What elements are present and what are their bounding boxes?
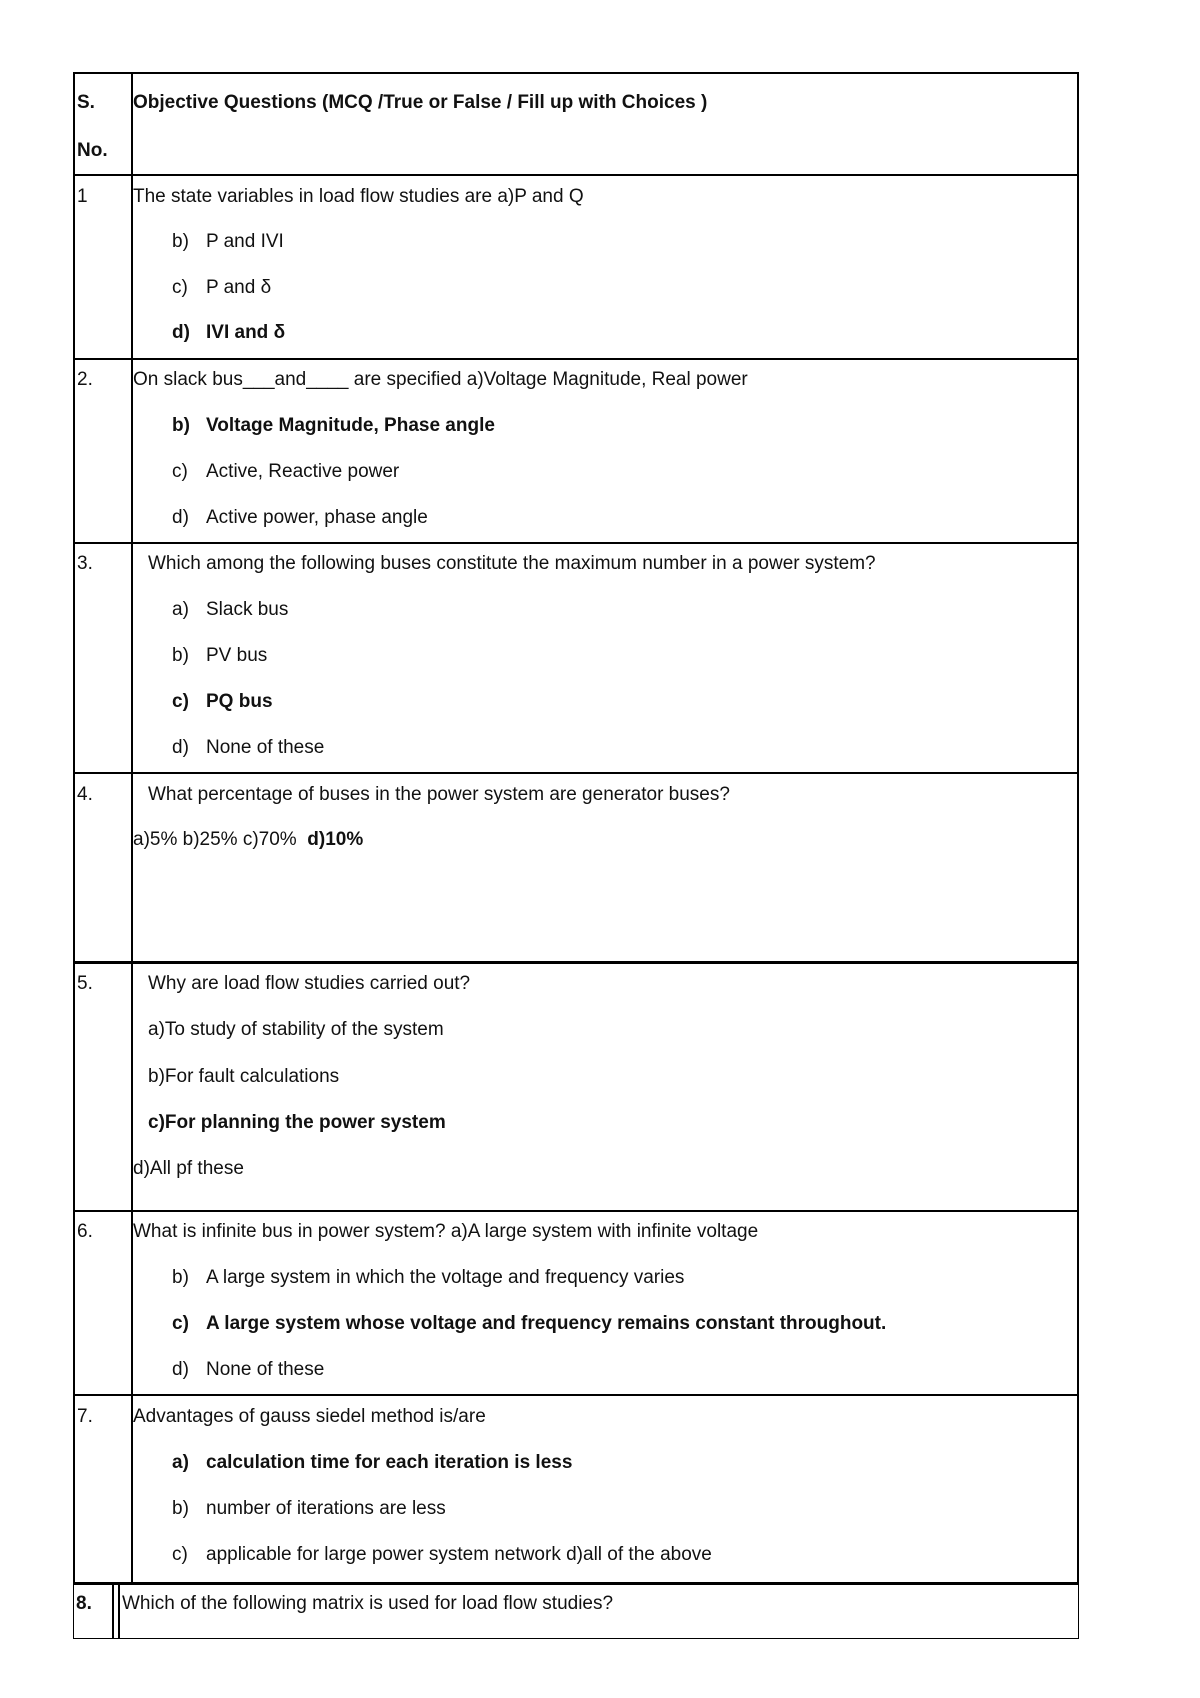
choice-d-correct: d)10%: [307, 829, 364, 850]
question-row-7: [73, 1394, 1079, 1584]
question-number: 6.: [77, 1221, 93, 1242]
option-label: d): [172, 737, 189, 758]
option-text: A large system whose voltage and frequency remains constant throughout.: [206, 1313, 887, 1334]
choices-line: [133, 829, 363, 851]
option-label: c): [172, 1313, 189, 1334]
table-header-row: [73, 72, 1079, 176]
question-row-6: [73, 1210, 1079, 1396]
option-text: None of these: [206, 737, 325, 758]
option-text: number of iterations are less: [206, 1498, 446, 1519]
option-label: d): [172, 507, 189, 528]
option-text: Voltage Magnitude, Phase angle: [206, 415, 495, 436]
option-d: d)All pf these: [133, 1158, 244, 1179]
question-stem: Advantages of gauss siedel method is/are: [133, 1406, 486, 1427]
option-text: applicable for large power system network d)all of the above: [206, 1544, 712, 1565]
option-label: d): [172, 322, 190, 343]
question-stem: What is infinite bus in power system? a)A large system with infinite voltage: [133, 1221, 759, 1242]
option-label: d): [172, 1359, 189, 1380]
option-b: b)For fault calculations: [148, 1066, 340, 1087]
question-row-3: [73, 542, 1079, 774]
choices-a-c: a)5% b)25% c)70%: [133, 829, 297, 850]
question-row-2: [73, 358, 1079, 544]
question-row-1: [73, 174, 1079, 360]
option-a: a)To study of stability of the system: [148, 1019, 444, 1040]
question-number: 7.: [77, 1406, 93, 1427]
column-divider: [131, 544, 133, 772]
sno-header-line2: No.: [77, 140, 108, 161]
question-number: 2.: [77, 369, 93, 390]
option-text: P and IVI: [206, 231, 284, 252]
question-number: 8.: [76, 1593, 92, 1614]
question-row-8: [73, 1583, 1079, 1639]
question-stem: Which of the following matrix is used for load flow studies?: [122, 1593, 614, 1614]
option-text: Slack bus: [206, 599, 289, 620]
question-row-4: [73, 772, 1079, 964]
question-number: 1: [77, 186, 88, 207]
question-stem: Which among the following buses constitute the maximum number in a power system?: [148, 553, 876, 574]
option-c-correct: c)For planning the power system: [148, 1112, 446, 1133]
option-label: b): [172, 415, 190, 436]
option-label: b): [172, 645, 189, 666]
option-label: c): [172, 277, 188, 298]
option-text: Active power, phase angle: [206, 507, 428, 528]
option-text: A large system in which the voltage and frequency varies: [206, 1267, 685, 1288]
option-label: b): [172, 1498, 189, 1519]
column-divider-double: [118, 1585, 120, 1638]
question-stem: What percentage of buses in the power system are generator buses?: [148, 784, 730, 805]
option-label: a): [172, 599, 189, 620]
option-text: None of these: [206, 1359, 325, 1380]
option-label: c): [172, 1544, 188, 1565]
question-stem: On slack bus___and____ are specified a)Voltage Magnitude, Real power: [133, 369, 748, 390]
column-divider: [112, 1585, 114, 1638]
option-label: b): [172, 231, 189, 252]
question-row-5: [73, 962, 1079, 1212]
option-label: c): [172, 691, 189, 712]
column-divider: [131, 774, 133, 961]
question-stem: The state variables in load flow studies are a)P and Q: [133, 186, 584, 207]
option-text: Active, Reactive power: [206, 461, 400, 482]
question-stem: Why are load flow studies carried out?: [148, 973, 471, 994]
sno-header-line1: S.: [77, 92, 95, 113]
option-label: a): [172, 1452, 189, 1473]
question-number: 5.: [77, 973, 93, 994]
option-label: c): [172, 461, 188, 482]
questions-header-title: Objective Questions (MCQ /True or False / Fill up with Choices ): [133, 92, 708, 113]
question-number: 4.: [77, 784, 93, 805]
option-text: PV bus: [206, 645, 268, 666]
column-divider: [131, 74, 133, 174]
question-number: 3.: [77, 553, 93, 574]
option-text: calculation time for each iteration is less: [206, 1452, 573, 1473]
option-text: IVI and δ: [206, 322, 286, 343]
option-text: PQ bus: [206, 691, 273, 712]
option-text: P and δ: [206, 277, 272, 298]
option-label: b): [172, 1267, 189, 1288]
